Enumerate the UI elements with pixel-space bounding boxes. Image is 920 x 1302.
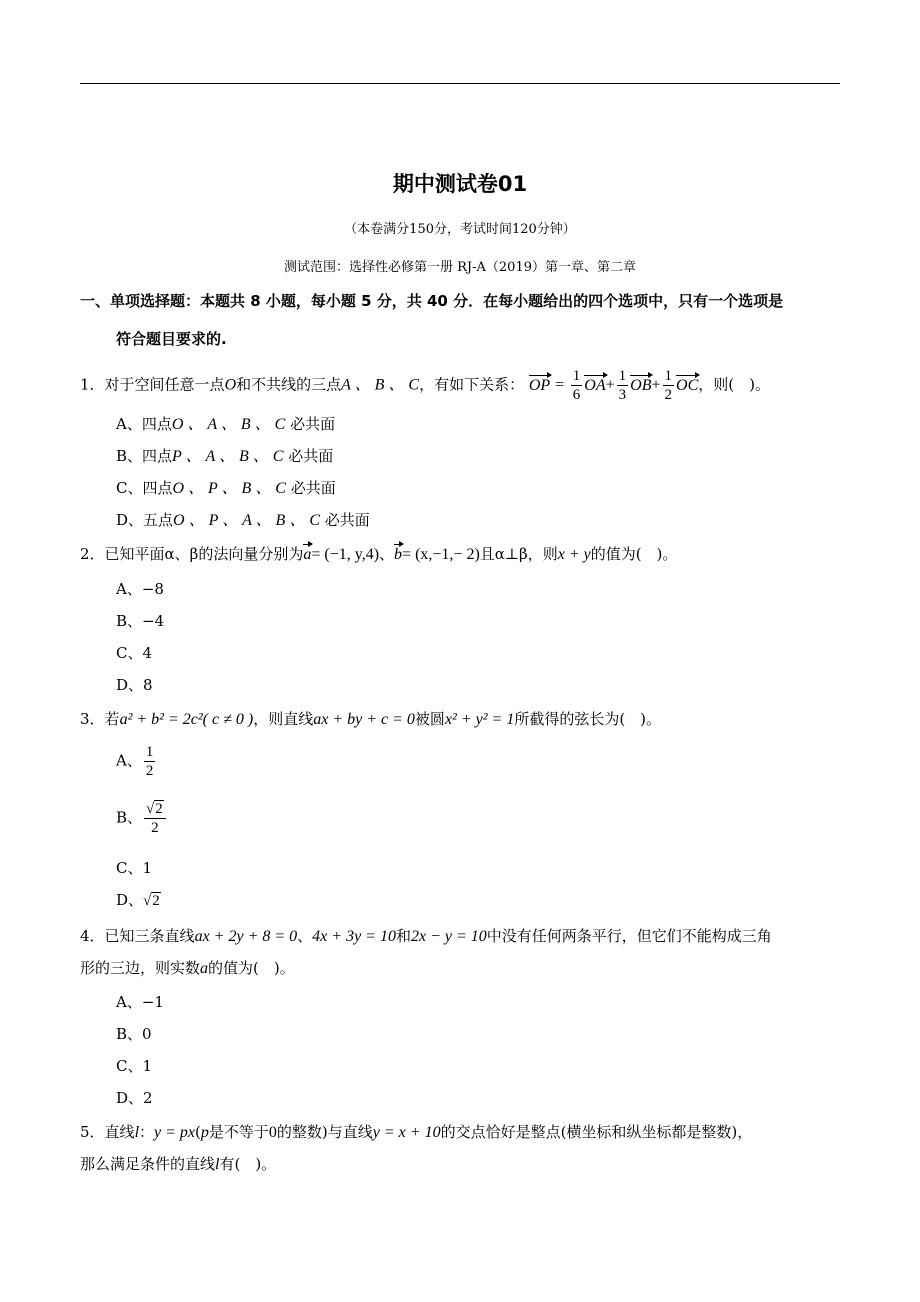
- question-5-cont: 那么满足条件的直线l有( )。: [80, 1155, 277, 1173]
- option-d: D、五点O 、 P 、 A 、 B 、 C 必共面: [116, 511, 370, 529]
- math: 4x + 3y = 10: [312, 928, 396, 945]
- question-5: 5．直线l：y = px(p是不等于0的整数)与直线y = x + 10的交点恰好是整点(横坐标和纵坐标都是整数)，: [80, 1123, 753, 1141]
- stem-text: 和: [395, 927, 411, 945]
- option-b: B、 $\frac{√2}{2}$: [116, 800, 168, 837]
- question-2: 2．已知平面α、β的法向量分别为a= (−1, y,4)、b= (x,−1,− 2)且α⊥β，则x + y的值为( )。: [80, 542, 677, 564]
- option-a: A、 $\frac{1}{2}$: [116, 744, 154, 779]
- math: ax + 2y + 8 = 0: [194, 928, 298, 945]
- math: = (x,−1,− 2): [402, 546, 480, 563]
- math: ax + by + c = 0: [313, 711, 415, 728]
- test-scope: 测试范围：选择性必修第一册 RJ-A（2019）第一章、第二章: [284, 260, 636, 275]
- stem-text: 的值为( )。: [590, 545, 678, 563]
- math: = (−1, y,4): [311, 546, 380, 563]
- question-1: [80, 367, 770, 404]
- vector: OA: [584, 373, 605, 395]
- page-title: 期中测试卷01: [392, 172, 528, 196]
- option-c: C、四点O 、 P 、 B 、 C 必共面: [116, 479, 336, 497]
- option-d: D、2: [116, 1089, 153, 1107]
- fraction: $\frac{1}{2}$: [664, 368, 673, 403]
- option-d: D、√2: [116, 891, 160, 909]
- vector: OB: [630, 373, 651, 395]
- question-number: 5．: [80, 1123, 105, 1141]
- fraction: $\frac{1}{6}$: [572, 368, 581, 403]
- vector: OC: [676, 373, 698, 395]
- math: +: [605, 376, 615, 394]
- math: =: [554, 376, 565, 394]
- stem-text: 已知三条直线: [104, 927, 195, 945]
- option-c: C、1: [116, 1057, 153, 1075]
- exam-info: （本卷满分150分，考试时间120分钟）: [344, 222, 576, 237]
- math: A 、 B 、 C: [341, 376, 420, 394]
- stem-text: 中没有任何两条平行，但它们不能构成三角: [486, 927, 772, 945]
- stem-text: ，有如下关系：: [419, 375, 525, 394]
- option-c: C、4: [116, 644, 153, 662]
- stem-text: 对于空间任意一点: [104, 375, 225, 394]
- stem-text: 被圆: [414, 710, 445, 728]
- math: x² + y² = 1: [444, 711, 515, 728]
- math: O: [224, 376, 237, 394]
- stem-text: 已知平面α、β的法向量分别为: [104, 545, 304, 563]
- stem-text: ，则( )。: [698, 375, 770, 394]
- option-b: B、−4: [116, 612, 165, 630]
- math: a² + b² = 2c²: [119, 711, 203, 728]
- question-number: 2．: [80, 545, 105, 563]
- stem-text: 若: [104, 710, 120, 728]
- section-heading-cont: 符合题目要求的.: [116, 330, 227, 348]
- fraction: $\frac{1}{3}$: [618, 368, 627, 403]
- header-rule: [80, 83, 840, 84]
- fraction: $\frac{1}{2}$: [145, 744, 154, 779]
- math: ( c ≠ 0 ): [202, 711, 254, 728]
- math: +: [651, 376, 661, 394]
- option-a: A、−1: [116, 993, 164, 1011]
- question-number: 4．: [80, 927, 105, 945]
- math: y = x + 10: [372, 1124, 441, 1141]
- option-b: B、四点P 、 A 、 B 、 C 必共面: [116, 447, 334, 465]
- math: 2x − y = 10: [410, 928, 487, 945]
- option-d: D、8: [116, 676, 153, 694]
- math: y = px: [154, 1124, 196, 1141]
- math: x + y: [557, 546, 591, 563]
- option-c: C、1: [116, 859, 153, 877]
- vector: a: [303, 542, 311, 564]
- vector: OP: [529, 373, 550, 395]
- question-4-cont: 形的三边，则实数a的值为( )。: [80, 959, 295, 977]
- vector: b: [394, 542, 402, 564]
- stem-text: 所截得的弦长为( )。: [514, 710, 662, 728]
- option-b: B、0: [116, 1025, 152, 1043]
- stem-text: 直线: [104, 1123, 135, 1141]
- question-number: 1．: [80, 375, 105, 394]
- question-3: [80, 708, 661, 729]
- stem-text: 和不共线的三点: [236, 375, 342, 394]
- question-4: 4．已知三条直线ax + 2y + 8 = 0、4x + 3y = 10和2x − y = 10中没有任何两条平行，但它们不能构成三角: [80, 927, 772, 945]
- question-number: 3．: [80, 710, 105, 728]
- option-a: A、四点O 、 A 、 B 、 C 必共面: [116, 415, 336, 433]
- stem-text: 且α⊥β，则: [479, 545, 558, 563]
- fraction: $\frac{√2}{2}$: [144, 800, 166, 837]
- option-a: A、−8: [116, 580, 164, 598]
- section-heading: 一、单项选择题：本题共 8 小题，每小题 5 分，共 40 分．在每小题给出的四个选项中，只有一个选项是: [80, 292, 784, 310]
- stem-text: ，则直线: [253, 710, 314, 728]
